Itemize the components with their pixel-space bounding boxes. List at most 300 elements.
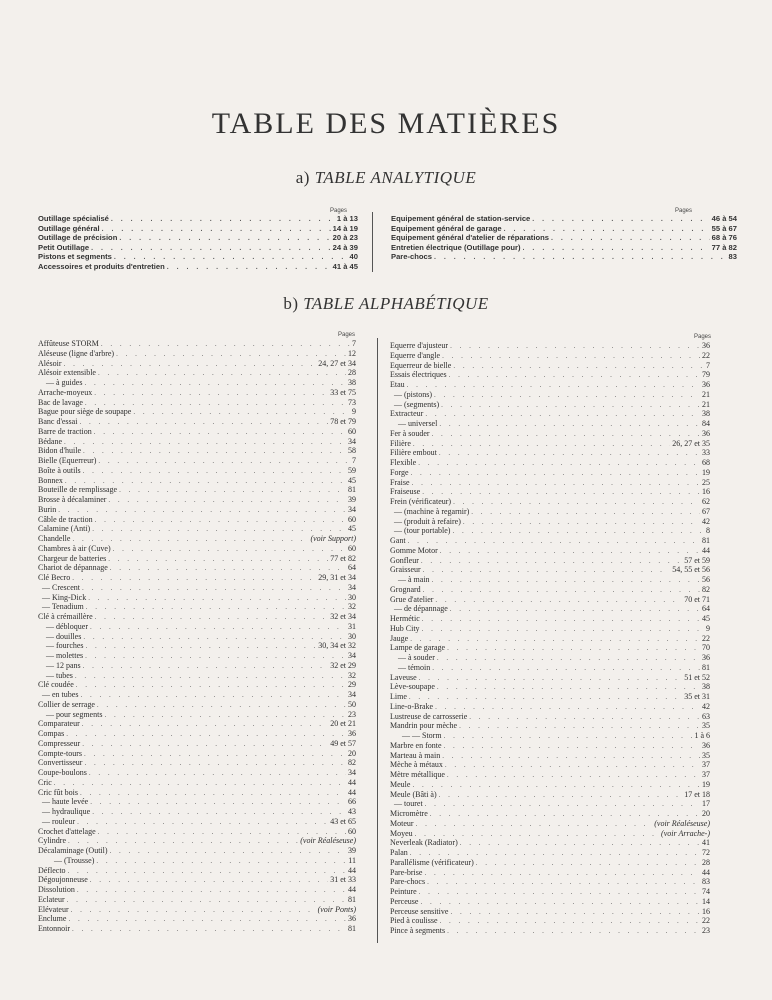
entry-label: Lustreuse de carrosserie (390, 711, 468, 721)
entry-label: — universel (390, 419, 438, 428)
leader-dots (439, 791, 683, 799)
entry-pages: 34 (348, 504, 356, 514)
leader-dots (119, 486, 346, 494)
entry-pages: 20 et 21 (330, 719, 356, 729)
entry-label: Frein (vérificateur) (390, 497, 452, 506)
entry-label: Essais électriques (390, 370, 447, 380)
entry-pages: 19 (702, 779, 710, 789)
leader-dots (85, 399, 346, 407)
entry-pages: 46 à 54 (711, 214, 737, 223)
leader-dots (450, 908, 700, 916)
leader-dots (110, 564, 346, 572)
entry-label: Meule (390, 779, 411, 789)
entry-label: Hermétic (390, 614, 420, 623)
entry-pages: 34 (348, 768, 356, 777)
entry-label: Pistons et segments (38, 252, 112, 262)
toc-entry (390, 780, 710, 790)
leader-dots (82, 740, 328, 748)
entry-label: Jauge (390, 633, 409, 643)
entry-label: Comparateur (38, 719, 80, 729)
entry-pages: 43 (348, 807, 356, 816)
toc-entry (391, 214, 737, 224)
entry-label: Convertisseur (38, 758, 83, 768)
toc-entry (38, 515, 356, 525)
entry-pages: 82 (702, 584, 710, 594)
leader-dots (108, 555, 328, 563)
leader-dots (408, 537, 700, 545)
leader-dots (442, 352, 700, 360)
page-title: TABLE DES MATIÈRES (211, 107, 561, 140)
entry-pages: 39 (348, 495, 356, 504)
entry-pages: 32 et 34 (330, 612, 356, 621)
entry-label: Clé Becro (38, 573, 71, 582)
leader-dots (98, 369, 346, 377)
entry-label: Crochet d'attelage (38, 826, 96, 836)
toc-entry (38, 233, 358, 243)
entry-label: Extracteur (390, 409, 424, 419)
leader-dots (104, 711, 346, 719)
entry-pages: 8 (706, 526, 710, 536)
entry-label: Câble de traction (38, 514, 93, 524)
leader-dots (420, 898, 700, 906)
alphabetic-left-column (38, 339, 356, 934)
toc-entry (390, 663, 710, 673)
entry-pages: 78 et 79 (330, 417, 356, 426)
entry-label: — (Trousse) (38, 855, 95, 865)
entry-pages: 81 (702, 662, 710, 672)
entry-label: Burin (38, 504, 57, 514)
leader-dots (83, 447, 346, 455)
entry-label: Cylindre (38, 836, 66, 846)
toc-entry (38, 651, 356, 661)
entry-label: Dissolution (38, 885, 75, 894)
leader-dots (114, 254, 348, 261)
entry-pages: 60 (348, 543, 356, 553)
entry-label: Gant (390, 536, 406, 545)
entry-label: Pare-chocs (390, 877, 426, 887)
leader-dots (84, 750, 346, 758)
entry-label: Graisseur (390, 565, 421, 575)
toc-entry (38, 680, 356, 690)
entry-pages: 45 (702, 614, 710, 623)
entry-pages: 58 (348, 446, 356, 456)
entry-pages: 37 (702, 760, 710, 770)
leader-dots (68, 867, 346, 875)
entry-label: Chambres à air (Cuve) (38, 543, 111, 553)
entry-pages: 70 et 71 (684, 594, 710, 604)
entry-pages: 36 (702, 740, 710, 750)
entry-label: Filière (390, 438, 411, 448)
entry-label: Décalaminage (Outil) (38, 846, 108, 855)
entry-label: Equerreur de bielle (390, 360, 452, 370)
entry-label: Cric (38, 777, 52, 787)
toc-entry (38, 836, 356, 846)
leader-dots (92, 808, 346, 816)
entry-pages: 33 (702, 448, 710, 458)
toc-entry (390, 702, 710, 712)
leader-dots (444, 732, 693, 740)
entry-pages: 30 (348, 592, 356, 602)
entry-label: Chariot de dépannage (38, 563, 108, 573)
leader-dots (439, 420, 700, 428)
leader-dots (90, 623, 346, 631)
entry-label: Meule (Bâti à) (390, 789, 437, 799)
entry-label: Mandrin pour mèche (390, 721, 458, 731)
entry-label: — (produit à refaire) (390, 516, 461, 526)
toc-entry (38, 252, 358, 262)
toc-entry (38, 593, 356, 603)
leader-dots (504, 226, 710, 233)
analytic-pages-header-right: Pages (675, 208, 693, 214)
toc-entry (38, 914, 356, 924)
entry-pages: 45 (348, 475, 356, 485)
toc-entry (38, 671, 356, 681)
entry-pages: 22 (702, 916, 710, 926)
entry-label: — rouleur (38, 816, 76, 826)
entry-pages: 37 (702, 770, 710, 779)
entry-label: — hydraulique (38, 807, 91, 816)
entry-label: — douilles (38, 631, 82, 641)
entry-pages: 31 et 33 (330, 875, 356, 885)
toc-entry (390, 926, 710, 936)
entry-pages: 77 à 82 (711, 242, 737, 252)
toc-entry (38, 554, 356, 564)
entry-pages: 23 (702, 926, 710, 935)
entry-pages: 41 (702, 838, 710, 848)
entry-label: Boîte à outils (38, 465, 81, 475)
leader-dots (423, 586, 700, 594)
entry-label: Pare-chocs (391, 252, 432, 262)
entry-label: — molettes (38, 651, 84, 660)
entry-label: Equipement général d'atelier de réparations (391, 233, 549, 243)
leader-dots (410, 849, 700, 857)
entry-pages: 1 à 13 (336, 214, 358, 223)
entry-label: Lampe de garage (390, 643, 446, 653)
entry-pages: 50 (348, 699, 356, 709)
entry-label: Enclume (38, 914, 67, 924)
entry-label: — de dépannage (390, 604, 448, 614)
leader-dots (476, 859, 700, 867)
entry-label: Petit Outillage (38, 242, 90, 252)
entry-pages: 49 et 57 (330, 738, 356, 748)
entry-pages: 29, 31 et 34 (318, 573, 356, 582)
toc-entry (390, 809, 710, 819)
entry-pages: 42 (702, 701, 710, 711)
entry-pages: 34 (348, 582, 356, 592)
toc-entry (38, 690, 356, 700)
entry-pages: (voir Réaléseuse) (654, 818, 710, 828)
entry-pages: 67 (702, 506, 710, 516)
entry-label: — touret (390, 799, 423, 809)
analytic-right-column (391, 214, 737, 262)
entry-pages: 44 (348, 777, 356, 787)
entry-pages: 44 (348, 865, 356, 875)
toc-entry (390, 526, 710, 536)
toc-entry (390, 692, 710, 702)
leader-dots (449, 371, 700, 379)
toc-entry (38, 224, 358, 234)
leader-dots (440, 547, 700, 555)
toc-entry (390, 556, 710, 566)
leader-dots (412, 781, 700, 789)
toc-entry (38, 466, 356, 476)
entry-pages: 56 (702, 575, 710, 584)
entry-label: Etau (390, 380, 405, 389)
toc-entry (390, 370, 710, 380)
leader-dots (90, 798, 346, 806)
leader-dots (102, 226, 331, 233)
leader-dots (469, 713, 700, 721)
entry-pages: 35 (702, 721, 710, 731)
leader-dots (439, 449, 700, 457)
alphabetic-title: TABLE ALPHABÉTIQUE (303, 294, 489, 313)
entry-label: Chargeur de batteries (38, 553, 107, 563)
leader-dots (72, 535, 308, 543)
leader-dots (430, 810, 700, 818)
leader-dots (434, 391, 700, 399)
toc-entry (38, 476, 356, 486)
entry-pages: 29 (348, 680, 356, 690)
entry-label: Clé coudée (38, 680, 74, 690)
entry-label: Bague pour siège de soupape (38, 407, 132, 417)
entry-pages: 81 (702, 536, 710, 545)
entry-pages: 9 (352, 407, 356, 417)
entry-pages: (voir Ponts) (317, 904, 356, 914)
leader-dots (82, 720, 328, 728)
entry-pages: 84 (702, 419, 710, 428)
toc-entry (38, 817, 356, 827)
leader-dots (422, 625, 704, 633)
toc-entry (38, 807, 356, 817)
entry-pages: 34 (348, 436, 356, 446)
toc-entry (390, 731, 710, 741)
toc-entry (390, 634, 710, 644)
toc-entry (390, 419, 710, 429)
entry-pages: 60 (348, 514, 356, 524)
toc-entry (391, 252, 737, 262)
entry-label: Flexible (390, 458, 417, 467)
entry-pages: 25 (702, 477, 710, 487)
entry-label: Grognard (390, 584, 421, 594)
leader-dots (65, 477, 346, 485)
toc-entry (38, 622, 356, 632)
entry-pages: 20 (702, 809, 710, 818)
leader-dots (80, 789, 346, 797)
toc-entry (391, 233, 737, 243)
entry-pages: 81 (348, 485, 356, 495)
entry-pages: 36 (702, 428, 710, 438)
entry-label: Filière embout (390, 448, 437, 458)
entry-label: Bielle (Equerreur) (38, 456, 97, 465)
entry-pages: 68 (702, 458, 710, 467)
toc-entry (38, 388, 356, 398)
entry-label: Collier de serrage (38, 699, 95, 709)
entry-label: Outillage spécialisé (38, 214, 109, 223)
entry-label: Lève-soupape (390, 682, 435, 692)
entry-label: Alésoir (38, 358, 62, 368)
toc-entry (38, 700, 356, 710)
entry-pages: 28 (702, 857, 710, 867)
entry-label: Outillage de précision (38, 233, 118, 243)
entry-label: Moteur (390, 818, 414, 828)
leader-dots (407, 381, 700, 389)
leader-dots (95, 613, 329, 621)
entry-label: Alésoir extensible (38, 368, 96, 378)
toc-entry (390, 585, 710, 595)
leader-dots (432, 664, 700, 672)
entry-label: Gomme Motor (390, 545, 438, 555)
leader-dots (432, 576, 700, 584)
toc-entry (390, 400, 710, 410)
entry-label: Entonnoir (38, 924, 70, 933)
entry-label: Pince à segments (390, 926, 446, 935)
entry-pages: 7 (352, 456, 356, 465)
entry-pages: 32 (348, 670, 356, 680)
toc-entry (38, 563, 356, 573)
entry-pages: 21 (702, 399, 710, 409)
leader-dots (72, 925, 346, 933)
analytic-heading (0, 168, 772, 188)
entry-label: Fraiseuse (390, 487, 421, 497)
entry-pages: 44 (702, 545, 710, 555)
toc-entry (390, 468, 710, 478)
toc-entry (38, 417, 356, 427)
leader-dots (108, 496, 346, 504)
entry-label: — Tenadium (38, 602, 84, 612)
toc-entry (390, 643, 710, 653)
leader-dots (447, 771, 700, 779)
toc-entry (38, 437, 356, 447)
leader-dots (83, 467, 346, 475)
toc-entry (390, 770, 710, 780)
toc-entry (38, 788, 356, 798)
toc-entry (390, 653, 710, 663)
entry-pages: 57 et 59 (684, 555, 710, 565)
entry-label: — (machine à regarnir) (390, 506, 470, 516)
entry-label: Chandelle (38, 534, 71, 543)
entry-pages: (voir Réaléseuse) (300, 836, 356, 846)
leader-dots (425, 410, 700, 418)
entry-pages: 22 (702, 633, 710, 643)
leader-dots (68, 915, 346, 923)
toc-entry (38, 407, 356, 417)
entry-label: Dégoujonneuse (38, 875, 88, 885)
entry-label: Gonfleur (390, 555, 419, 565)
entry-label: Perceuse sensitive (390, 906, 449, 916)
entry-label: — — Storm (390, 731, 442, 740)
entry-pages: 36 (702, 380, 710, 389)
entry-pages: (voir Support) (310, 534, 356, 543)
toc-entry (390, 760, 710, 770)
toc-entry (38, 262, 358, 272)
entry-pages: 74 (702, 887, 710, 896)
leader-dots (419, 674, 683, 682)
entry-label: — (pistons) (390, 389, 432, 399)
entry-label: Outillage général (38, 223, 100, 233)
leader-dots (447, 644, 700, 652)
leader-dots (453, 362, 704, 370)
alphabetic-pages-header-left: Pages (338, 332, 356, 338)
entry-pages: 64 (702, 604, 710, 614)
leader-dots (76, 681, 346, 689)
toc-entry (390, 458, 710, 468)
leader-dots (101, 340, 350, 348)
toc-entry (390, 712, 710, 722)
entry-label: Moyeu (390, 828, 413, 838)
toc-entry (38, 602, 356, 612)
entry-label: Mètre métallique (390, 770, 445, 779)
entry-pages: 19 (702, 467, 710, 477)
toc-entry (38, 524, 356, 534)
entry-pages: 22 (702, 350, 710, 360)
entry-label: Palan (390, 848, 408, 857)
toc-entry (390, 907, 710, 917)
entry-label: Line-o-Brake (390, 701, 434, 711)
leader-dots (425, 800, 700, 808)
leader-dots (96, 857, 346, 865)
entry-pages: 82 (348, 758, 356, 768)
entry-label: Pare-brise (390, 867, 423, 877)
entry-pages: 77 et 82 (330, 553, 356, 563)
entry-label: Mèche à métaux (390, 760, 443, 770)
leader-dots (82, 584, 346, 592)
entry-label: Accessoires et produits d'entretien (38, 261, 165, 271)
entry-pages: 60 (348, 826, 356, 836)
toc-entry (38, 885, 356, 895)
leader-dots (434, 254, 727, 261)
analytic-divider (372, 212, 373, 272)
entry-pages: 41 à 45 (332, 261, 358, 271)
entry-pages: 7 (706, 360, 710, 370)
toc-entry (38, 612, 356, 622)
entry-pages: 73 (348, 397, 356, 407)
toc-entry (390, 673, 710, 683)
toc-entry (38, 349, 356, 359)
entry-label: Bouteille de remplissage (38, 485, 118, 495)
entry-label: — fourches (38, 641, 84, 651)
entry-label: Clé à crémaillère (38, 612, 93, 621)
toc-entry (390, 478, 710, 488)
leader-dots (437, 683, 700, 691)
leader-dots (413, 440, 670, 448)
toc-entry (390, 829, 710, 839)
toc-entry (390, 429, 710, 439)
toc-entry (38, 778, 356, 788)
toc-entry (38, 495, 356, 505)
entry-label: Marteau à main (390, 750, 441, 760)
entry-label: Déflecto (38, 865, 66, 875)
entry-label: Elévateur (38, 904, 69, 914)
toc-entry (390, 507, 710, 517)
leader-dots (459, 722, 700, 730)
entry-pages: 21 (702, 389, 710, 399)
leader-dots (453, 498, 700, 506)
entry-label: — Crescent (38, 582, 80, 592)
entry-label: Neverleak (Radiator) (390, 838, 458, 848)
toc-entry (38, 905, 356, 915)
leader-dots (84, 379, 346, 387)
entry-pages: 44 (348, 787, 356, 797)
leader-dots (463, 518, 700, 526)
leader-dots (83, 633, 346, 641)
entry-pages: 24, 27 et 34 (318, 358, 356, 368)
toc-entry (38, 583, 356, 593)
entry-pages: 36 (348, 729, 356, 738)
leader-dots (444, 742, 700, 750)
alphabetic-prefix: b) (283, 294, 299, 313)
entry-pages: 9 (706, 623, 710, 633)
leader-dots (427, 878, 700, 886)
